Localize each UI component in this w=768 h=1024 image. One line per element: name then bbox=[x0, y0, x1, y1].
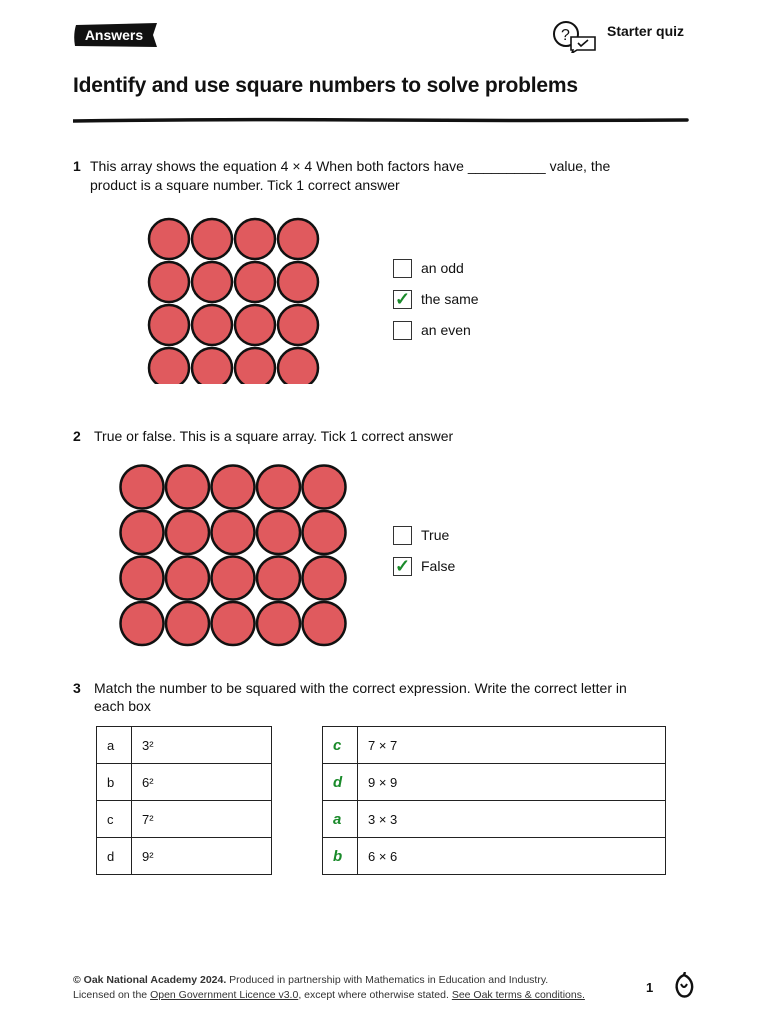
q1-option-an-odd-checkbox[interactable] bbox=[393, 259, 412, 278]
q1-option-an-even-checkbox[interactable] bbox=[393, 321, 412, 340]
counter-circle bbox=[235, 348, 275, 384]
q2-option-true-label: True bbox=[421, 527, 450, 543]
counter-circle bbox=[121, 511, 164, 554]
q1-option-an-odd-label: an odd bbox=[421, 260, 464, 276]
q2-text: True or false. This is a square array. Tick 1 correct answer bbox=[94, 428, 454, 444]
counter-circle bbox=[303, 557, 346, 600]
counter-circle bbox=[278, 348, 318, 384]
q1-text-line2: product is a square number. Tick 1 correct answer bbox=[90, 177, 400, 193]
table-row bbox=[323, 727, 666, 764]
licence-link[interactable]: Open Government Licence v3.0 bbox=[150, 989, 299, 1001]
q2-option-false-checkbox[interactable] bbox=[393, 557, 412, 576]
right-expression: 7 × 7 bbox=[358, 727, 666, 764]
left-letter: c bbox=[97, 801, 132, 838]
q2-option-true-checkbox[interactable] bbox=[393, 526, 412, 545]
footer-mid: , except where otherwise stated. bbox=[298, 989, 452, 1001]
counter-circle bbox=[166, 466, 209, 509]
answers-label: Answers bbox=[84, 27, 144, 43]
footer-line1: Produced in partnership with Mathematics in Education and Industry. bbox=[226, 974, 549, 986]
counter-circle bbox=[303, 511, 346, 554]
counter-circle bbox=[278, 305, 318, 345]
page-number: 1 bbox=[646, 980, 654, 995]
counter-circle bbox=[257, 557, 300, 600]
counter-circle bbox=[235, 262, 275, 302]
counter-circle bbox=[257, 466, 300, 509]
left-letter: d bbox=[97, 838, 132, 875]
counter-circle bbox=[192, 305, 232, 345]
counter-circle bbox=[149, 219, 189, 259]
footer-licensed: Licensed on the bbox=[73, 989, 151, 1001]
counter-circle bbox=[166, 602, 209, 645]
counter-circle bbox=[166, 511, 209, 554]
answer-box[interactable]: b bbox=[323, 838, 358, 875]
counter-circle bbox=[121, 466, 164, 509]
title-divider bbox=[73, 116, 689, 126]
q3-left-table bbox=[96, 726, 272, 875]
answer-box[interactable]: a bbox=[323, 801, 358, 838]
counter-circle bbox=[278, 262, 318, 302]
q2-number: 2 bbox=[73, 428, 81, 444]
left-expression: 3² bbox=[132, 727, 272, 764]
answer-box[interactable]: c bbox=[323, 727, 358, 764]
q3-text-line1: Match the number to be squared with the correct expression. Write the correct letter in bbox=[94, 680, 627, 696]
counter-circle bbox=[192, 348, 232, 384]
page-title: Identify and use square numbers to solve problems bbox=[73, 74, 578, 97]
table-row bbox=[97, 838, 272, 875]
counter-circle bbox=[149, 305, 189, 345]
counter-circle bbox=[212, 602, 255, 645]
q1-number: 1 bbox=[73, 158, 81, 174]
counter-circle bbox=[257, 602, 300, 645]
check-icon: ✓ bbox=[394, 556, 411, 576]
counter-circle bbox=[303, 602, 346, 645]
table-row bbox=[97, 801, 272, 838]
counter-circle bbox=[149, 348, 189, 384]
q1-text-line1: This array shows the equation 4 × 4 When both factors have __________ value, the bbox=[90, 158, 611, 174]
left-letter: b bbox=[97, 764, 132, 801]
q1-option-the-same-label: the same bbox=[421, 291, 479, 307]
svg-text:?: ? bbox=[561, 27, 570, 44]
counter-circle bbox=[166, 557, 209, 600]
table-row bbox=[97, 727, 272, 764]
answers-badge bbox=[73, 23, 159, 47]
counter-circle bbox=[212, 557, 255, 600]
counter-circle bbox=[149, 262, 189, 302]
q2-option-false-label: False bbox=[421, 558, 456, 574]
q1-array bbox=[140, 212, 330, 384]
table-row bbox=[323, 764, 666, 801]
q3-right-table bbox=[322, 726, 666, 875]
terms-link[interactable]: See Oak terms & conditions. bbox=[451, 989, 585, 1001]
q1-option-the-same-checkbox[interactable] bbox=[393, 290, 412, 309]
counter-circle bbox=[257, 511, 300, 554]
left-expression: 6² bbox=[132, 764, 272, 801]
counter-circle bbox=[121, 602, 164, 645]
table-row bbox=[97, 764, 272, 801]
right-expression: 9 × 9 bbox=[358, 764, 666, 801]
starter-quiz-label: Starter quiz bbox=[607, 23, 685, 39]
counter-circle bbox=[235, 305, 275, 345]
counter-circle bbox=[212, 466, 255, 509]
q2-array bbox=[113, 459, 353, 669]
left-expression: 7² bbox=[132, 801, 272, 838]
q3-number: 3 bbox=[73, 680, 81, 696]
answer-box[interactable]: d bbox=[323, 764, 358, 801]
quiz-question-icon bbox=[551, 19, 597, 53]
table-row bbox=[323, 838, 666, 875]
counter-circle bbox=[121, 557, 164, 600]
counter-circle bbox=[192, 262, 232, 302]
check-icon: ✓ bbox=[394, 289, 411, 309]
q3-text-line2: each box bbox=[94, 698, 151, 714]
q1-option-an-even-label: an even bbox=[421, 322, 471, 338]
right-expression: 6 × 6 bbox=[358, 838, 666, 875]
counter-circle bbox=[212, 511, 255, 554]
table-row bbox=[323, 801, 666, 838]
left-expression: 9² bbox=[132, 838, 272, 875]
left-letter: a bbox=[97, 727, 132, 764]
right-expression: 3 × 3 bbox=[358, 801, 666, 838]
counter-circle bbox=[278, 219, 318, 259]
counter-circle bbox=[192, 219, 232, 259]
footer-copyright: © Oak National Academy 2024. bbox=[73, 974, 227, 986]
oak-logo-icon bbox=[673, 972, 695, 1000]
counter-circle bbox=[303, 466, 346, 509]
footer-text bbox=[73, 973, 585, 1003]
counter-circle bbox=[235, 219, 275, 259]
